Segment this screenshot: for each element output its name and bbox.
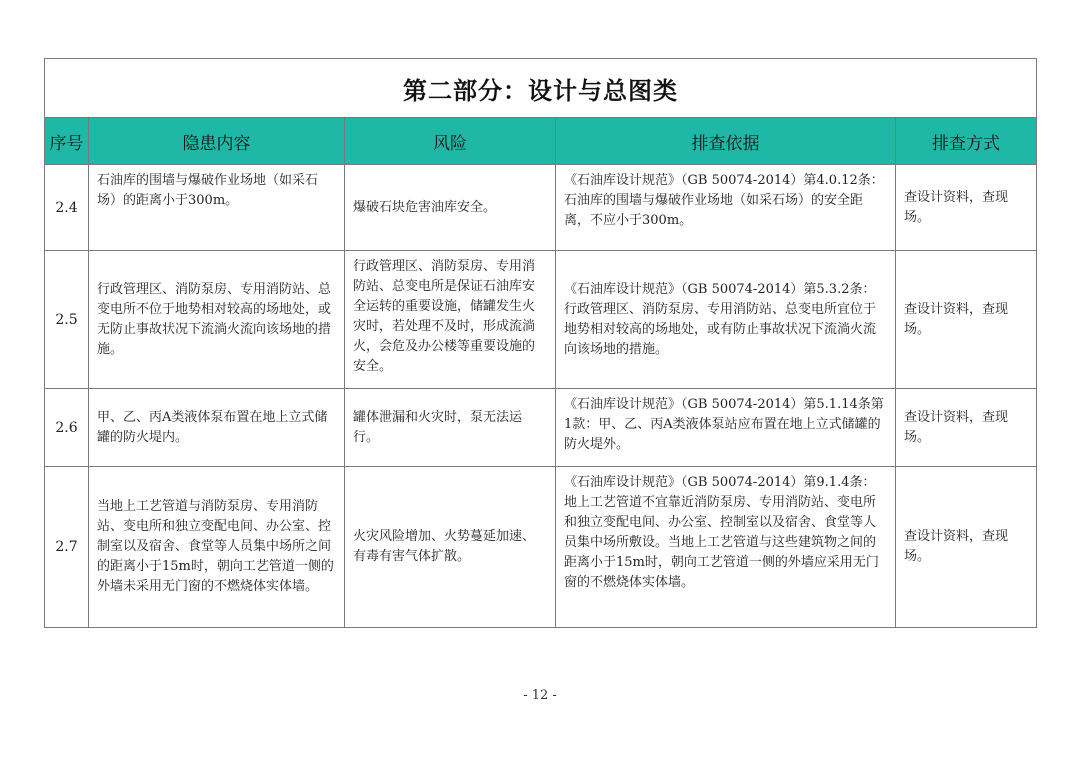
table-row xyxy=(45,165,1037,251)
hazard-table xyxy=(44,58,1037,628)
method-cell: 查设计资料，查现场。 xyxy=(896,389,1037,467)
hazard-cell: 石油库的围墙与爆破作业场地（如采石场）的距离小于300m。 xyxy=(89,165,345,251)
basis-cell: 《石油库设计规范》（GB 50074-2014）第9.1.4条：地上工艺管道不宜靠近消防泵房、专用消防站、变电所和独立变配电间、办公室、控制室以及宿舍、食堂等人员集中场所敷设。当地上工艺管道与这些建筑物之间的距离小于15m时，朝向工艺管道一侧的外墙应采用无门窗的不燃烧体实体墙。 xyxy=(556,467,896,628)
table-row xyxy=(45,251,1037,389)
table-row xyxy=(45,467,1037,628)
row-number: 2.4 xyxy=(45,165,89,251)
header-no: 序号 xyxy=(45,118,89,165)
method-cell: 查设计资料，查现场。 xyxy=(896,165,1037,251)
hazard-cell: 行政管理区、消防泵房、专用消防站、总变电所不位于地势相对较高的场地处，或无防止事故状况下流淌火流向该场地的措施。 xyxy=(89,251,345,389)
method-cell: 查设计资料，查现场。 xyxy=(896,467,1037,628)
risk-cell: 爆破石块危害油库安全。 xyxy=(345,165,556,251)
page-number: - 12 - xyxy=(523,688,557,703)
hazard-cell: 甲、乙、丙A类液体泵布置在地上立式储罐的防火堤内。 xyxy=(89,389,345,467)
header-basis: 排查依据 xyxy=(556,118,896,165)
risk-cell: 火灾风险增加、火势蔓延加速、有毒有害气体扩散。 xyxy=(345,467,556,628)
header-hazard: 隐患内容 xyxy=(89,118,345,165)
row-number: 2.5 xyxy=(45,251,89,389)
method-cell: 查设计资料，查现场。 xyxy=(896,251,1037,389)
document-page xyxy=(44,58,1036,628)
header-row xyxy=(45,118,1037,165)
basis-cell: 《石油库设计规范》（GB 50074-2014）第5.1.14条第1款：甲、乙、丙A类液体泵站应布置在地上立式储罐的防火堤外。 xyxy=(556,389,896,467)
header-method: 排查方式 xyxy=(896,118,1037,165)
row-number: 2.7 xyxy=(45,467,89,628)
hazard-cell: 当地上工艺管道与消防泵房、专用消防站、变电所和独立变配电间、办公室、控制室以及宿舍、食堂等人员集中场所之间的距离小于15m时，朝向工艺管道一侧的外墙未采用无门窗的不燃烧体实体墙。 xyxy=(89,467,345,628)
basis-cell: 《石油库设计规范》（GB 50074-2014）第4.0.12条：石油库的围墙与爆破作业场地（如采石场）的安全距离，不应小于300m。 xyxy=(556,165,896,251)
table-title: 第二部分：设计与总图类 xyxy=(45,59,1037,118)
header-risk: 风险 xyxy=(345,118,556,165)
table-row xyxy=(45,389,1037,467)
row-number: 2.6 xyxy=(45,389,89,467)
risk-cell: 行政管理区、消防泵房、专用消防站、总变电所是保证石油库安全运转的重要设施，储罐发生火灾时，若处理不及时，形成流淌火，会危及办公楼等重要设施的安全。 xyxy=(345,251,556,389)
risk-cell: 罐体泄漏和火灾时，泵无法运行。 xyxy=(345,389,556,467)
basis-cell: 《石油库设计规范》（GB 50074-2014）第5.3.2条：行政管理区、消防泵房、专用消防站、总变电所宜位于地势相对较高的场地处，或有防止事故状况下流淌火流向该场地的措施。 xyxy=(556,251,896,389)
